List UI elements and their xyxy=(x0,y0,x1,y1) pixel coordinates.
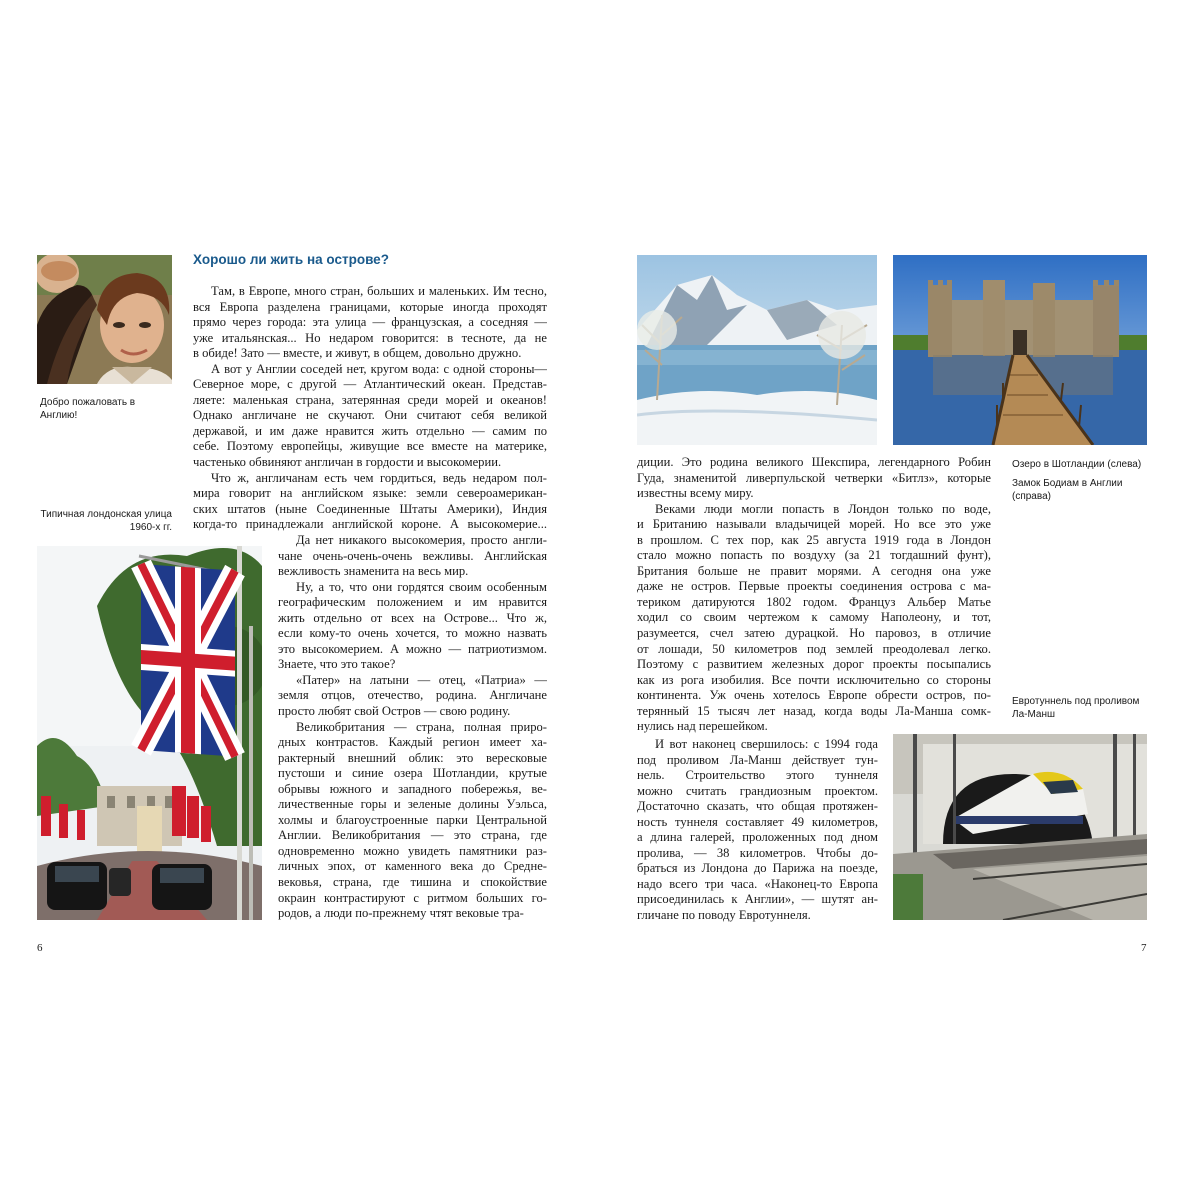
text-line: родов, а люди по-прежнему чтят вековые тра- xyxy=(278,906,524,921)
text-line: Однако англичане не скучают. Они считают себя великой xyxy=(193,408,547,423)
text-line: ских штатов (ныне Соединенные Штаты Америки), Индия xyxy=(193,501,547,516)
left-column-bottom xyxy=(278,533,547,922)
text-line: пролива, — 38 километров. Чтобы до- xyxy=(637,845,878,860)
text-line: вековья, страна, где тишина и спокойствие xyxy=(278,875,547,890)
text-line: чане очень-очень-очень вежливы. Английская xyxy=(278,548,547,563)
text-line: рактерный внешний облик: это вересковые xyxy=(278,750,547,765)
text-line: прямо через города: эта улица — французская, а соседняя — xyxy=(193,315,547,330)
text-line: ходил со своим чертежом к самому Наполеону, и тот, xyxy=(637,610,991,625)
text-line: браться из Лондона до Парижа на поезде, xyxy=(637,861,878,876)
text-line: Великобритания — страна, полная приро- xyxy=(296,719,547,734)
photo-london-street xyxy=(37,546,262,920)
text-line: пустоши и синие озера Шотландии, крутые xyxy=(278,766,547,781)
text-line: вежливость знаменита на весь мир. xyxy=(278,564,469,579)
text-line: когда-то принадлежали английской короне. А высокомерие... xyxy=(193,517,547,532)
text-line: личных эпох, от каменного века до Средне- xyxy=(278,859,547,874)
caption-street: Типичная лондонская улица 1960-х гг. xyxy=(40,509,172,533)
text-line: просто любят свой Остров — свою родину. xyxy=(278,704,511,719)
text-line: уже итальянская... Но недаром говорится: в тесноте, да не xyxy=(193,330,547,345)
text-line: Британия больше не правит морями. А сегодня она уже xyxy=(637,563,991,578)
text-line: холмы и благоустроенные парки Центральной xyxy=(278,812,547,827)
text-line: «Патер» на латыни — отец, «Патриа» — xyxy=(296,672,547,687)
text-line: Гуда, знаменитой ливерпульской четверки «Битлз», которые xyxy=(637,470,991,485)
text-line: Ну, а то, что они гордятся своим особенным xyxy=(296,579,547,594)
text-line: частенько обвиняют англичан в гордости и высокомерии. xyxy=(193,455,502,470)
text-line: И вот наконец свершилось: с 1994 года xyxy=(655,737,878,751)
text-line: ность туннеля составляет 49 километров, xyxy=(637,814,878,829)
text-line: в обиде! Зато — вместе, и живут, в общем, довольно дружно. xyxy=(193,346,522,361)
text-line: и Британию называли владычицей морей. Но все это уже xyxy=(637,517,991,532)
text-line: под проливом Ла-Манш действует тун- xyxy=(637,752,878,767)
text-line: можно считать грандиозным проектом. xyxy=(637,783,878,798)
text-line: Достаточно сказать, что общая протяжен- xyxy=(637,799,878,814)
text-line: разумеется, счел затею дурацкой. Но паровоз, в отличие xyxy=(637,626,991,641)
text-line: ляете: маленькая страна, затерянная среди морей и океанов! xyxy=(193,392,547,407)
page-number-right: 7 xyxy=(1141,942,1147,954)
text-line: известны всему миру. xyxy=(637,486,754,501)
text-line: дных контрастов. Каждый регион имеет ха- xyxy=(278,735,547,750)
text-line: Там, в Европе, много стран, больших и маленьких. Им тесно, xyxy=(211,284,547,298)
text-line: Что ж, англичанам есть чем гордиться, ведь недаром пол- xyxy=(211,470,547,485)
photo-boy xyxy=(37,255,172,384)
text-line: Знаете, что это такое? xyxy=(278,657,396,672)
text-line: гличане по поводу Евротуннеля. xyxy=(637,908,811,923)
text-line: от лошади, 50 километров под землей преодолевал легко. xyxy=(637,641,991,656)
text-line: земля отцов, отечество, родина. Англичане xyxy=(278,688,547,703)
text-line: державой, и им даже нравится жить отдельно — самим по xyxy=(193,423,547,438)
text-line: личественные горы и зеленые долины Уэльса, xyxy=(278,797,547,812)
text-line: Да нет никакого высокомерия, просто англи- xyxy=(296,533,547,547)
caption-castle: Замок Бодиам в Англии (справа) xyxy=(1012,478,1123,502)
text-line: себе. Поэтому европейцы, живущие все вместе на материке, xyxy=(193,439,547,454)
text-line: обрывы южного и западного побережья, ве- xyxy=(278,781,547,796)
text-line: географическим положением и им нравится xyxy=(278,595,547,610)
text-line: а длина галерей, проложенных под дном xyxy=(637,830,878,845)
left-column-top xyxy=(193,284,547,533)
right-column-bottom xyxy=(637,737,878,924)
photo-eurotunnel xyxy=(893,734,1147,920)
caption-lake: Озеро в Шотландии (слева) xyxy=(1012,459,1142,470)
page-number-left: 6 xyxy=(37,942,43,954)
text-line: жить отдельно от всех на Острове... Что ж, xyxy=(278,610,547,625)
caption-boy: Добро пожаловать в Англию! xyxy=(40,397,136,421)
text-line: мира говорит на английском языке: земли североамерикан- xyxy=(193,486,547,501)
photo-bodiam-castle xyxy=(893,255,1147,445)
text-line: надо всего три часа. «Наконец-то Европа xyxy=(637,876,878,891)
text-line: континента. Уж очень хотелось Европе обрести остров, по- xyxy=(637,688,991,703)
text-line: окраин контрастируют с ритмом больших го- xyxy=(278,890,547,905)
text-line: нулись над перешейком. xyxy=(637,719,768,734)
text-line: стало можно попасть по воздуху (за 21 тогдашний фунт), xyxy=(637,548,991,563)
text-line: даже не остров. Первые проекты соединения острова с ма- xyxy=(637,579,991,594)
text-line: Англии. Великобритания — это страна, где xyxy=(278,828,547,843)
text-line: это высокомерием. А можно — патриотизмом. xyxy=(278,641,547,656)
text-line: Веками люди могли попасть в Лондон только по воде, xyxy=(655,501,991,516)
text-line: в прошлом. С тех пор, как 25 августа 1919 года в Лондон xyxy=(637,532,991,547)
text-line: присоединилась к Англии», — шутят ан- xyxy=(637,892,878,907)
text-line: териком датируются 1802 годом. Француз Альбер Матье xyxy=(637,594,991,609)
text-line: одновременно можно увидеть памятники раз- xyxy=(278,843,547,858)
text-line: терянный 15 тысяч лет назад, когда воды Ла-Манша сомк- xyxy=(637,703,991,718)
caption-tunnel: Евротуннель под проливом Ла-Манш xyxy=(1012,696,1140,720)
text-line: Поэтому с развитием железных дорог проекты посыпались xyxy=(637,657,991,672)
right-column-top xyxy=(637,455,991,735)
photo-scottish-lake xyxy=(637,255,877,445)
text-line: вся Европа разделена границами, которые иногда проходят xyxy=(193,299,547,314)
article-heading: Хорошо ли жить на острове? xyxy=(193,252,389,267)
text-line: А вот у Англии соседей нет, кругом вода: с одной стороны— xyxy=(211,361,547,376)
text-line: диции. Это родина великого Шекспира, легендарного Робин xyxy=(637,455,991,469)
text-line: нель. Строительство этого туннеля xyxy=(637,768,878,783)
text-line: Северное море, с другой — Атлантический океан. Представ- xyxy=(193,377,547,392)
text-line: если кому-то очень хочется, то можно назвать xyxy=(278,626,547,641)
text-line: как из рога изобилия. Все почти исключительно со стороны xyxy=(637,672,991,687)
